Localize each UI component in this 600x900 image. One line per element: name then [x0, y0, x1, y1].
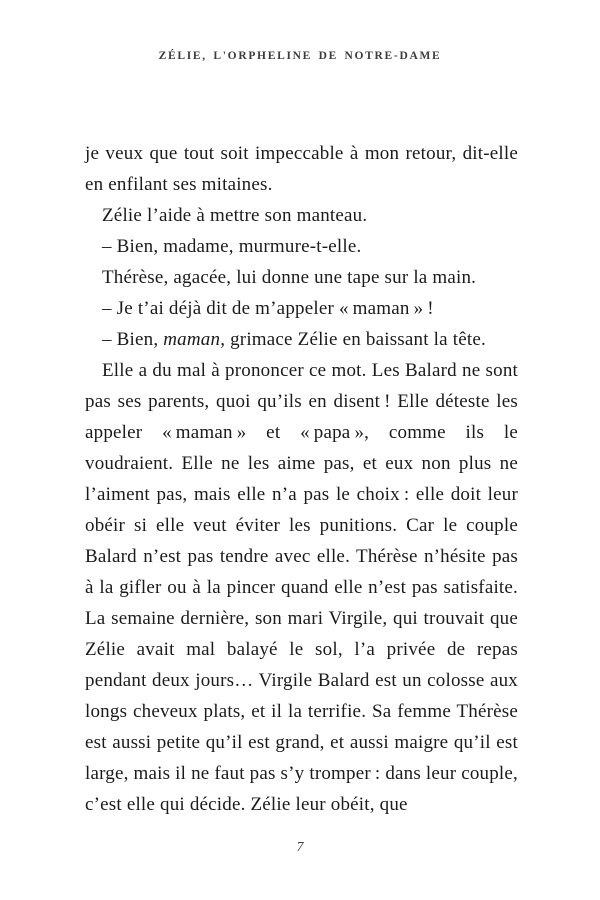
italic-text: maman	[163, 329, 221, 350]
running-header: ZÉLIE, L'ORPHELINE DE NOTRE-DAME	[158, 50, 442, 62]
paragraph: – Bien, maman, grimace Zélie en baissant la tête.	[102, 329, 486, 350]
paragraph: Elle a du mal à prononcer ce mot. Les Balard ne sont pas ses parents, quoi qu’ils en disent ! Elle déteste les appeler « maman » et « papa », comme ils le voudraient. Elle ne les aime pas, et eux non plus ne l’aiment pas, mais elle n’a pas le choix : elle doit leur obéir si elle veut éviter les punitions. Car le couple Balard n’est pas tendre avec elle. Thérèse n’hésite pas à la gifler ou à la pincer quand elle n’est pas satisfaite. La semaine dernière, son mari Virgile, qui trouvait que Zélie avait mal balayé le sol, l’a privée de repas pendant deux jours… Virgile Balard est un colosse aux longs cheveux plats, et il la terrifie. Sa femme Thérèse est aussi petite qu’il est grand, et aussi maigre qu’il est large, mais il ne faut pas s’y tromper : dans leur couple, c’est elle qui décide. Zélie leur obéit, que	[85, 360, 518, 815]
page-number: 7	[296, 840, 304, 855]
paragraph: je veux que tout soit impeccable à mon retour, dit-elle en enfilant ses mitaines.	[85, 143, 518, 195]
page-text	[85, 138, 518, 820]
paragraph: Thérèse, agacée, lui donne une tape sur la main.	[102, 267, 477, 288]
paragraph: – Bien, madame, murmure-t-elle.	[102, 236, 362, 257]
paragraph: Zélie l’aide à mettre son manteau.	[102, 205, 368, 226]
paragraph: – Je t’ai déjà dit de m’appeler « maman » !	[102, 298, 434, 319]
